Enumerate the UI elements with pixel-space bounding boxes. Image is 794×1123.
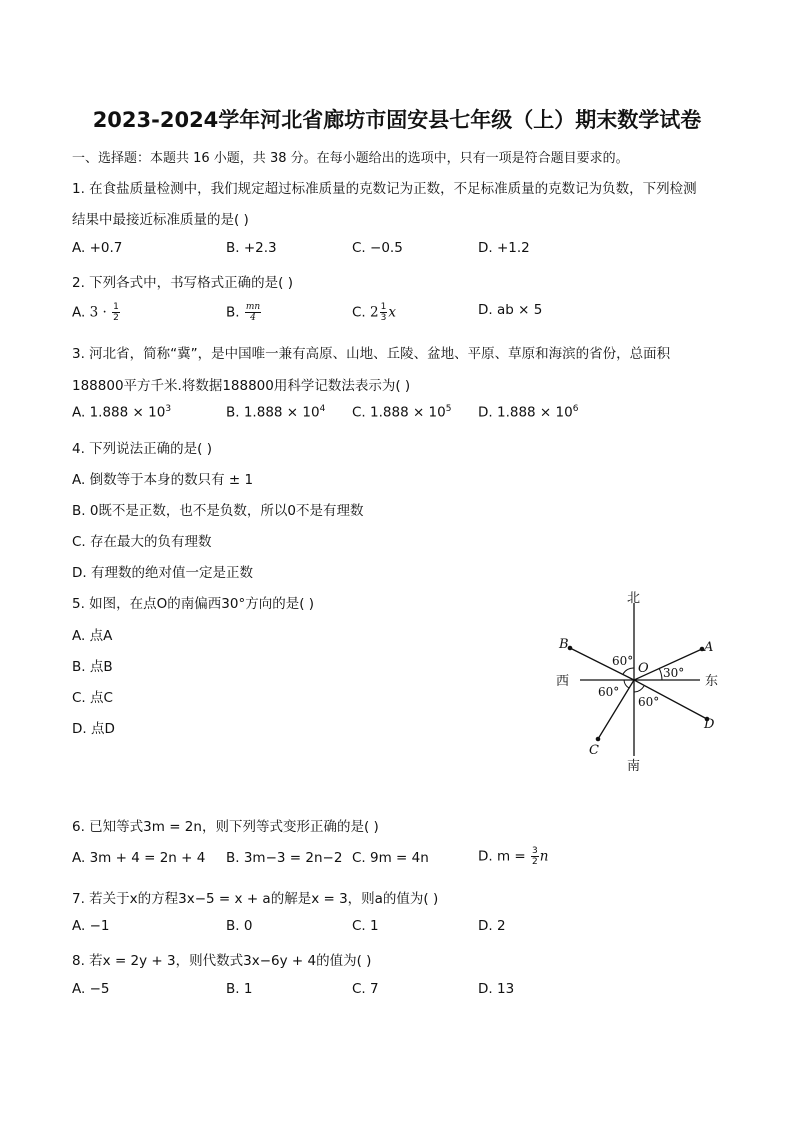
angle-ne-label: 30° (663, 666, 685, 680)
angle-se-label: 60° (638, 695, 660, 709)
q6-d-var: n (539, 848, 549, 865)
q2-a-den: 2 (113, 313, 119, 323)
q3-option-b (226, 404, 325, 421)
q2-a-num: 1 (113, 302, 119, 312)
q2-b-label: B. (226, 304, 240, 321)
q3-b-base: B. 1.888 × 10 (226, 404, 320, 421)
q2-c-den: 3 (380, 313, 387, 323)
arc-nw (623, 668, 634, 674)
paper-title: 2023-2024学年河北省廊坊市固安县七年级（上）期末数学试卷 (92, 108, 702, 132)
q8-stem: 8. 若x = 2y + 3，则代数式3x−6y + 4的值为( ) (72, 953, 372, 969)
q4-option-a: A. 倒数等于本身的数只有 ± 1 (72, 472, 254, 488)
q8-option-d: D. 13 (478, 981, 515, 997)
label-south: 南 (627, 759, 641, 774)
q1-option-a: A. +0.7 (72, 240, 123, 256)
label-b: B (559, 637, 569, 652)
q2-option-d: D. ab × 5 (478, 302, 543, 318)
q6-stem: 6. 已知等式3m = 2n，则下列等式变形正确的是( ) (72, 819, 379, 835)
arc-se (634, 686, 644, 692)
q2-a-fraction (112, 302, 120, 323)
q5-option-a: A. 点A (72, 628, 113, 644)
q2-b-fraction (245, 302, 261, 323)
q2-option-c (352, 302, 396, 323)
q3-stem-line2: 188800平方千米.将数据188800用科学记数法表示为( ) (72, 378, 411, 394)
q3-d-base: D. 1.888 × 10 (478, 404, 573, 421)
q1-stem-line2: 结果中最接近标准质量的是( ) (72, 212, 249, 228)
q8-option-c: C. 7 (352, 981, 379, 997)
q6-d-den: 2 (532, 857, 538, 867)
q6-option-c: C. 9m = 4n (352, 850, 429, 866)
q2-c-fraction (380, 302, 388, 323)
q5-option-b: B. 点B (72, 659, 113, 675)
q6-d-num: 3 (532, 846, 538, 856)
q6-option-d (478, 846, 548, 867)
label-north: 北 (627, 591, 641, 606)
label-east: 东 (705, 674, 719, 689)
q1-option-d: D. +1.2 (478, 240, 530, 256)
label-o: O (638, 661, 649, 676)
q3-a-exp: 3 (165, 404, 172, 414)
label-c: C (589, 743, 599, 758)
q3-c-base: C. 1.888 × 10 (352, 404, 446, 421)
q2-option-b (226, 302, 262, 323)
q5-option-d: D. 点D (72, 721, 115, 737)
arc-sw (624, 680, 629, 688)
q4-option-b: B. 0既不是正数，也不是负数，所以0不是有理数 (72, 503, 364, 519)
q4-option-c: C. 存在最大的负有理数 (72, 534, 212, 550)
q3-c-exp: 5 (445, 404, 452, 414)
q2-option-a (72, 302, 121, 323)
label-west: 西 (556, 674, 570, 689)
q5-stem: 5. 如图，在点O的南偏西30°方向的是( ) (72, 596, 315, 612)
q1-option-b: B. +2.3 (226, 240, 277, 256)
q4-stem: 4. 下列说法正确的是( ) (72, 441, 212, 457)
q2-c-label: C. (352, 304, 366, 321)
compass-figure (550, 588, 730, 778)
label-a: A (704, 640, 714, 655)
q8-option-b: B. 1 (226, 981, 253, 997)
point-c-dot (596, 737, 601, 742)
q7-option-b: B. 0 (226, 918, 253, 934)
q1-stem-line1: 1. 在食盐质量检测中，我们规定超过标准质量的克数记为正数，不足标准质量的克数记为负数，下列检测 (72, 181, 697, 197)
q3-a-base: A. 1.888 × 10 (72, 404, 166, 421)
q2-b-num: mn (245, 302, 261, 312)
q7-option-d: D. 2 (478, 918, 506, 934)
q2-c-var: x (388, 304, 396, 321)
arc-ne (659, 668, 662, 680)
q4-option-d: D. 有理数的绝对值一定是正数 (72, 565, 253, 581)
q3-option-a (72, 404, 171, 421)
label-d: D (704, 717, 715, 732)
q6-option-a: A. 3m + 4 = 2n + 4 (72, 850, 206, 866)
q3-b-exp: 4 (319, 404, 326, 414)
angle-sw-label: 60° (598, 685, 620, 699)
q6-d-label: D. m = (478, 848, 526, 865)
q2-c-num: 1 (380, 302, 387, 312)
q7-option-a: A. −1 (72, 918, 110, 934)
q3-option-c (352, 404, 451, 421)
q6-d-fraction (531, 846, 539, 867)
q2-stem: 2. 下列各式中，书写格式正确的是( ) (72, 275, 293, 291)
q2-a-label: A. (72, 304, 86, 321)
q7-option-c: C. 1 (352, 918, 379, 934)
angle-nw-label: 60° (612, 654, 634, 668)
q8-option-a: A. −5 (72, 981, 110, 997)
q3-stem-line1: 3. 河北省，简称“冀”，是中国唯一兼有高原、山地、丘陵、盆地、平原、草原和海滨的省份，总面积 (72, 346, 671, 362)
q3-d-exp: 6 (572, 404, 579, 414)
q2-b-den: 4 (250, 313, 256, 323)
q2-a-main: 3 · (89, 304, 107, 321)
q1-option-c: C. −0.5 (352, 240, 403, 256)
section-heading: 一、选择题：本题共 16 小题，共 38 分。在每小题给出的选项中，只有一项是符合题目要求的。 (72, 151, 629, 166)
q7-stem: 7. 若关于x的方程3x−5 = x + a的解是x = 3，则a的值为( ) (72, 891, 439, 907)
q5-option-c: C. 点C (72, 690, 113, 706)
q6-option-b: B. 3m−3 = 2n−2 (226, 850, 343, 866)
q3-option-d (478, 404, 578, 421)
q2-c-int: 2 (370, 304, 379, 321)
